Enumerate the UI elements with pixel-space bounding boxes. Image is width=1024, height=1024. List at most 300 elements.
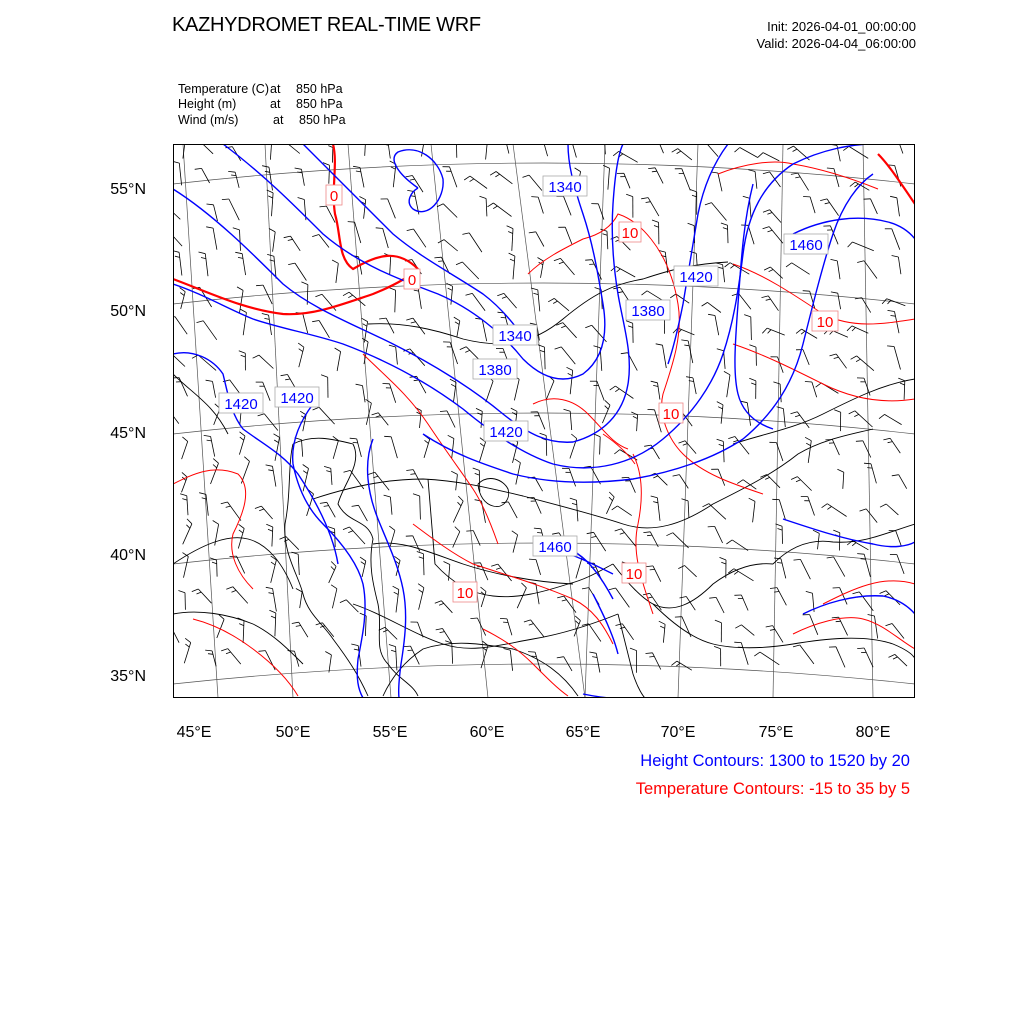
wind-barb-flag bbox=[175, 256, 180, 257]
wind-barb-flag bbox=[830, 354, 837, 356]
wind-barb-flag bbox=[389, 288, 396, 291]
lon-label: 60°E bbox=[469, 724, 505, 741]
wind-barb-flag bbox=[298, 198, 305, 200]
wind-barb bbox=[469, 233, 482, 252]
wind-barb-flag bbox=[744, 315, 751, 317]
wind-barb-flag bbox=[510, 259, 515, 261]
wind-barb-flag bbox=[228, 171, 235, 172]
wind-barb-flag bbox=[192, 589, 199, 592]
wind-barb-flag bbox=[470, 179, 474, 182]
wind-barb-flag bbox=[413, 494, 420, 496]
wind-barb bbox=[755, 172, 757, 189]
wind-barb-flag bbox=[197, 592, 202, 594]
wind-barb-flag bbox=[880, 504, 886, 507]
wind-barb-flag bbox=[651, 381, 658, 383]
wind-barb bbox=[198, 144, 213, 154]
wind-barb-flag bbox=[454, 317, 460, 321]
wind-barb-flag bbox=[646, 566, 653, 567]
wind-barb-flag bbox=[831, 292, 838, 293]
wind-barb bbox=[770, 210, 781, 223]
wind-barb-flag bbox=[222, 199, 229, 200]
wind-barb bbox=[616, 267, 635, 278]
wind-barb-flag bbox=[524, 620, 531, 622]
wind-barb bbox=[295, 263, 306, 280]
wind-barb bbox=[779, 500, 785, 521]
wind-barb-flag bbox=[425, 440, 429, 443]
wind-barb bbox=[173, 405, 179, 424]
wind-barb bbox=[602, 405, 610, 423]
wind-barb-flag bbox=[852, 543, 856, 546]
wind-barb bbox=[810, 197, 815, 213]
wind-barb bbox=[897, 555, 904, 574]
wind-barb-flag bbox=[796, 329, 802, 333]
wind-barb-flag bbox=[589, 652, 596, 653]
wind-barb bbox=[839, 617, 848, 635]
wind-barb bbox=[303, 313, 308, 333]
wind-barb bbox=[516, 463, 521, 485]
wind-barb bbox=[718, 173, 722, 191]
wind-barb-flag bbox=[882, 299, 887, 304]
wind-barb bbox=[576, 558, 582, 579]
wind-barb-flag bbox=[325, 652, 331, 655]
wind-barb-flag bbox=[568, 373, 573, 375]
wind-barb-flag bbox=[555, 347, 562, 349]
wind-barb bbox=[886, 504, 898, 515]
wind-barb bbox=[273, 232, 276, 252]
wind-barb bbox=[504, 293, 517, 308]
wind-barb-flag bbox=[303, 471, 307, 474]
wind-barb-flag bbox=[768, 330, 771, 334]
wind-barb bbox=[470, 176, 487, 188]
wind-barb-flag bbox=[509, 253, 515, 256]
wind-barb-flag bbox=[834, 357, 839, 358]
wind-barb bbox=[678, 328, 695, 335]
wind-barb-flag bbox=[820, 199, 827, 201]
wind-barb-flag bbox=[582, 588, 589, 589]
wind-barb-flag bbox=[460, 347, 466, 350]
wind-barb-flag bbox=[856, 441, 863, 442]
lat-label: 55°N bbox=[110, 181, 146, 198]
wind-barb-flag bbox=[850, 182, 856, 186]
wind-barb bbox=[360, 168, 364, 188]
wind-barb-flag bbox=[354, 649, 359, 650]
wind-barb bbox=[173, 203, 180, 219]
temperature-label bbox=[812, 311, 838, 331]
wind-barb-flag bbox=[285, 379, 290, 380]
wind-barb-flag bbox=[892, 475, 899, 476]
wind-barb bbox=[447, 411, 455, 428]
wind-barb bbox=[812, 382, 817, 397]
wind-barb bbox=[836, 647, 845, 668]
wind-barb-flag bbox=[887, 346, 894, 347]
wind-barb-flag bbox=[830, 144, 837, 145]
temperature-label-text: 0 bbox=[329, 188, 339, 205]
lon-label: 65°E bbox=[565, 724, 601, 741]
wind-barb-flag bbox=[360, 557, 366, 561]
wind-barb-flag bbox=[410, 179, 415, 180]
wind-barb-flag bbox=[705, 203, 712, 205]
wind-barb-flag bbox=[620, 627, 625, 628]
wind-barb bbox=[655, 168, 663, 184]
wind-barb-flag bbox=[803, 291, 810, 292]
wind-barb-flag bbox=[891, 316, 896, 317]
wind-barb-flag bbox=[235, 252, 242, 253]
wind-barb-flag bbox=[557, 596, 564, 598]
field-row-height bbox=[178, 97, 343, 111]
wind-barb bbox=[898, 257, 901, 274]
wind-barb bbox=[852, 326, 868, 333]
wind-barb bbox=[493, 203, 511, 217]
field-level: 850 hPa bbox=[296, 82, 343, 96]
wind-barb-flag bbox=[239, 524, 245, 528]
wind-barb-flag bbox=[794, 559, 801, 560]
wind-barb bbox=[441, 601, 452, 613]
wind-barb bbox=[546, 381, 554, 401]
wind-barb bbox=[418, 286, 422, 309]
wind-barb-flag bbox=[708, 526, 715, 527]
wind-barb-flag bbox=[206, 227, 213, 228]
wind-barb bbox=[650, 593, 662, 610]
wind-barb-flag bbox=[173, 161, 179, 163]
wind-barb-flag bbox=[857, 261, 864, 263]
wind-barb bbox=[346, 600, 358, 612]
wind-barb bbox=[454, 382, 457, 402]
wind-barb bbox=[391, 437, 397, 458]
lat-label: 50°N bbox=[110, 303, 146, 320]
wind-barb-flag bbox=[256, 285, 263, 286]
wind-barb-flag bbox=[288, 239, 293, 240]
wind-barb-flag bbox=[609, 492, 614, 497]
wind-barb-flag bbox=[361, 562, 365, 565]
wind-barb bbox=[182, 441, 188, 459]
wind-barb-flag bbox=[507, 226, 513, 229]
wind-barb-flag bbox=[849, 411, 855, 414]
wind-barb bbox=[173, 627, 179, 643]
wind-barb bbox=[554, 298, 569, 310]
wind-barb bbox=[836, 354, 846, 368]
wind-barb bbox=[685, 566, 697, 577]
wind-barb-flag bbox=[885, 594, 890, 596]
wind-barb bbox=[513, 256, 515, 279]
wind-barb-flag bbox=[533, 293, 538, 294]
lat-label: 40°N bbox=[110, 547, 146, 564]
wind-barb bbox=[203, 321, 217, 340]
wind-barb bbox=[849, 146, 868, 158]
wind-barb-flag bbox=[861, 559, 866, 560]
wind-barb bbox=[723, 265, 725, 283]
wind-barb-flag bbox=[205, 650, 212, 651]
height-label bbox=[493, 325, 537, 345]
wind-barb bbox=[663, 345, 667, 368]
wind-barb-flag bbox=[827, 168, 834, 169]
wind-barb bbox=[179, 252, 182, 275]
wind-barb-flag bbox=[440, 632, 445, 633]
wind-barb-flag bbox=[232, 590, 237, 592]
wind-barb-flag bbox=[611, 237, 617, 240]
wind-barb-flag bbox=[312, 321, 319, 322]
wind-barb bbox=[329, 165, 330, 183]
wind-barb-flag bbox=[268, 529, 273, 531]
wind-barb-flag bbox=[770, 588, 777, 589]
wind-barb-flag bbox=[464, 176, 470, 180]
wind-barb-flag bbox=[591, 536, 596, 537]
wind-barb bbox=[617, 506, 631, 516]
height-label bbox=[543, 176, 587, 196]
wind-barb bbox=[486, 144, 488, 160]
wind-barb bbox=[728, 225, 729, 243]
wind-barb-flag bbox=[767, 213, 772, 215]
wind-barb-flag bbox=[226, 506, 231, 507]
height-label bbox=[674, 266, 718, 286]
wind-barb-flag bbox=[299, 349, 303, 352]
wind-barb-flag bbox=[324, 466, 331, 468]
wind-barb-flag bbox=[266, 524, 273, 527]
wind-barb-flag bbox=[407, 229, 414, 231]
wind-barb-flag bbox=[475, 473, 480, 475]
wind-barb-flag bbox=[538, 258, 544, 262]
wind-barb-flag bbox=[616, 624, 623, 626]
wind-barb bbox=[240, 230, 241, 251]
wind-barb-flag bbox=[585, 325, 592, 328]
wind-barb-flag bbox=[564, 409, 571, 411]
wind-barb-flag bbox=[649, 656, 654, 657]
wind-barb-flag bbox=[825, 203, 830, 204]
wind-barb bbox=[832, 440, 839, 456]
wind-barb-flag bbox=[795, 415, 800, 416]
wind-barb bbox=[682, 617, 691, 637]
wind-barb-flag bbox=[766, 626, 773, 627]
wind-barb bbox=[871, 464, 876, 484]
wind-barb-flag bbox=[762, 296, 769, 298]
wind-barb bbox=[383, 228, 389, 248]
wind-barb bbox=[173, 232, 182, 247]
temperature-label-text: 0 bbox=[407, 272, 417, 289]
wind-barb-flag bbox=[529, 624, 534, 626]
wind-barb-flag bbox=[561, 326, 566, 328]
wind-barb-flag bbox=[653, 502, 658, 503]
height-label bbox=[626, 300, 670, 320]
wind-barb bbox=[570, 370, 573, 394]
wind-barb-flag bbox=[827, 557, 834, 558]
wind-barb-flag bbox=[406, 470, 413, 471]
wind-barb-flag bbox=[652, 171, 657, 172]
wind-barb-flag bbox=[268, 470, 273, 471]
field-at: at bbox=[270, 82, 281, 96]
wind-barb-flag bbox=[626, 194, 633, 196]
wind-barb bbox=[319, 407, 335, 424]
wind-barb bbox=[298, 554, 299, 575]
wind-barb-flag bbox=[356, 384, 363, 385]
wind-barb-flag bbox=[212, 562, 217, 564]
height-label-text: 1420 bbox=[489, 424, 523, 441]
wind-barb bbox=[712, 203, 727, 221]
wind-barb bbox=[827, 504, 846, 517]
wind-barb bbox=[564, 196, 572, 215]
wind-barb-flag bbox=[271, 562, 275, 565]
wind-barb bbox=[198, 589, 211, 603]
wind-barb-flag bbox=[470, 618, 477, 619]
wind-barb-flag bbox=[793, 645, 800, 647]
wind-barb-flag bbox=[621, 353, 628, 354]
wind-barb-flag bbox=[269, 229, 275, 232]
wind-barb-flag bbox=[643, 532, 650, 533]
wind-barb-flag bbox=[240, 309, 246, 312]
temperature-label-text: 10 bbox=[816, 314, 834, 331]
wind-barb-flag bbox=[805, 382, 812, 383]
wind-barb-flag bbox=[178, 591, 185, 593]
wind-barb bbox=[211, 437, 215, 457]
wind-barb-flag bbox=[255, 506, 262, 508]
wind-barb bbox=[337, 352, 341, 371]
wind-barb-flag bbox=[822, 504, 828, 508]
wind-barb-flag bbox=[856, 359, 860, 361]
wind-barb-flag bbox=[187, 519, 192, 524]
wind-barb-flag bbox=[448, 435, 454, 438]
wind-barb bbox=[678, 149, 692, 160]
wind-barb bbox=[857, 356, 874, 371]
wind-barb bbox=[837, 261, 840, 279]
wind-barb-flag bbox=[481, 587, 487, 591]
wind-barb-flag bbox=[749, 378, 756, 381]
wind-barb-flag bbox=[883, 438, 890, 440]
height-label bbox=[219, 393, 263, 413]
wind-barb bbox=[327, 502, 336, 517]
wind-barb bbox=[378, 413, 388, 425]
wind-barb-flag bbox=[439, 603, 444, 605]
wind-barb-flag bbox=[353, 442, 358, 443]
wind-barb-flag bbox=[406, 176, 413, 177]
wind-barb bbox=[273, 466, 276, 486]
wind-barb bbox=[864, 554, 870, 577]
field-name: Height (m) bbox=[178, 97, 237, 111]
wind-barb bbox=[510, 650, 512, 671]
wind-barb-flag bbox=[656, 344, 663, 345]
wind-barb bbox=[291, 236, 301, 251]
wind-barb bbox=[462, 262, 478, 279]
wind-barb bbox=[486, 199, 487, 217]
wind-barb-flag bbox=[847, 326, 852, 331]
wind-barb-flag bbox=[717, 349, 724, 351]
wind-barb bbox=[892, 624, 904, 639]
wind-barb-flag bbox=[384, 495, 391, 497]
wind-barb bbox=[875, 616, 878, 639]
wind-barb bbox=[637, 415, 638, 431]
wind-barb-flag bbox=[419, 590, 423, 593]
wind-barb-flag bbox=[633, 416, 638, 418]
wind-barb-flag bbox=[666, 533, 672, 536]
wind-barb-flag bbox=[414, 380, 419, 381]
wind-barb bbox=[727, 375, 730, 397]
wind-barb-flag bbox=[393, 586, 399, 589]
wind-barb bbox=[834, 557, 845, 577]
wind-barb bbox=[763, 153, 779, 161]
wind-barb-flag bbox=[773, 382, 780, 384]
wind-barb bbox=[827, 199, 839, 216]
wind-barb-flag bbox=[723, 228, 728, 230]
wind-barb bbox=[768, 296, 778, 311]
wind-barb-flag bbox=[796, 480, 801, 482]
wind-barb bbox=[388, 199, 396, 218]
wind-barb bbox=[572, 144, 577, 158]
wind-barb-flag bbox=[652, 220, 659, 222]
wind-barb bbox=[275, 613, 276, 636]
wind-barb bbox=[778, 357, 784, 373]
wind-barb bbox=[597, 381, 604, 400]
wind-barb bbox=[565, 227, 572, 244]
wind-barb-flag bbox=[444, 562, 450, 565]
wind-barb bbox=[213, 228, 217, 250]
wind-barb bbox=[653, 653, 661, 670]
wind-barb bbox=[688, 501, 689, 518]
wind-barb-flag bbox=[730, 265, 734, 268]
height-label-text: 1380 bbox=[631, 303, 665, 320]
wind-barb-flag bbox=[266, 465, 273, 466]
wind-barb-flag bbox=[458, 502, 462, 506]
wind-barb-flag bbox=[239, 530, 243, 533]
wind-barb bbox=[396, 590, 399, 613]
wind-barb-flag bbox=[269, 610, 275, 613]
wind-barb-flag bbox=[724, 371, 730, 374]
wind-barb bbox=[233, 587, 248, 604]
wind-barb bbox=[607, 231, 608, 249]
wind-barb bbox=[658, 383, 660, 400]
wind-barb bbox=[855, 411, 873, 427]
wind-barb-flag bbox=[888, 310, 895, 311]
wind-barb-flag bbox=[651, 496, 658, 498]
wind-barb-flag bbox=[295, 168, 302, 169]
wind-barb-flag bbox=[231, 175, 236, 176]
wind-barb bbox=[863, 441, 871, 458]
wind-barb-flag bbox=[603, 234, 608, 236]
wind-barb-flag bbox=[605, 400, 610, 405]
wind-barb-flag bbox=[575, 621, 579, 624]
wind-barb-flag bbox=[363, 324, 367, 327]
field-name: Temperature (C) bbox=[178, 82, 269, 96]
height-label bbox=[533, 536, 577, 556]
temperature-label-text: 10 bbox=[625, 566, 643, 583]
wind-barb bbox=[420, 496, 421, 520]
height-label-text: 1460 bbox=[538, 539, 572, 556]
wind-barb-flag bbox=[857, 554, 864, 555]
wind-barb-flag bbox=[758, 153, 763, 158]
wind-barb-flag bbox=[769, 270, 774, 272]
wind-barb-flag bbox=[538, 345, 545, 347]
wind-barb bbox=[179, 163, 181, 185]
wind-barb bbox=[396, 347, 398, 365]
wind-barb bbox=[443, 629, 452, 643]
wind-barb-flag bbox=[410, 474, 415, 475]
wind-barb-flag bbox=[848, 242, 853, 247]
wind-barb-flag bbox=[512, 531, 518, 535]
wind-barb-flag bbox=[867, 468, 872, 469]
wind-barb-flag bbox=[734, 571, 738, 574]
wind-barb-flag bbox=[575, 168, 581, 172]
wind-barb-flag bbox=[296, 626, 301, 627]
wind-barb-flag bbox=[612, 506, 618, 510]
wind-barb-flag bbox=[646, 202, 651, 203]
wind-barb-flag bbox=[500, 618, 507, 619]
wind-barbs bbox=[173, 144, 907, 673]
wind-barb-flag bbox=[791, 477, 797, 480]
wind-barb-flag bbox=[274, 434, 280, 438]
wind-barb-flag bbox=[208, 654, 213, 655]
wind-barb-flag bbox=[768, 230, 773, 232]
wind-barb bbox=[838, 293, 841, 309]
wind-barb-flag bbox=[720, 557, 727, 560]
wind-barb-flag bbox=[182, 437, 187, 442]
wind-barb-flag bbox=[644, 445, 651, 446]
wind-barb-flag bbox=[353, 166, 360, 167]
